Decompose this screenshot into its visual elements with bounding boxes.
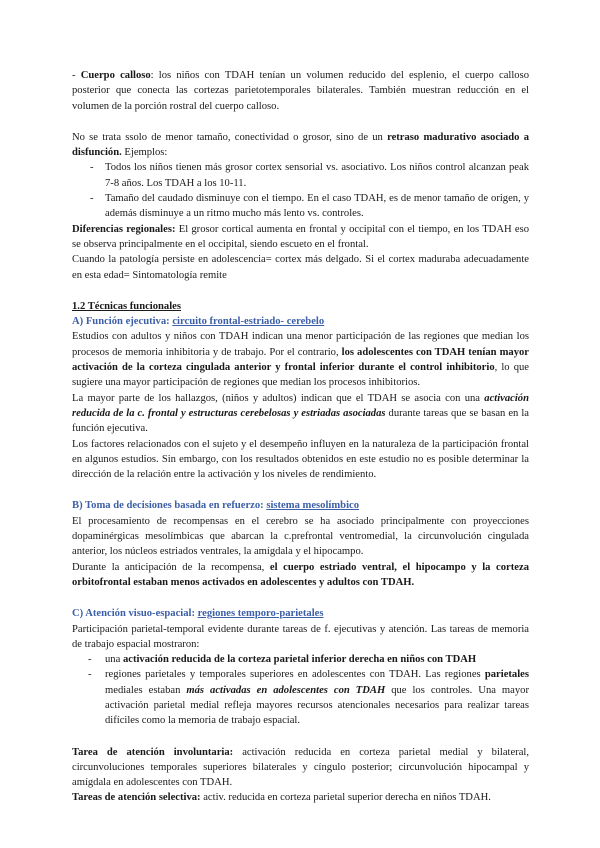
ve-li2-c: mediales estaban bbox=[105, 684, 187, 696]
cuerpo-calloso-term: Cuerpo calloso bbox=[80, 70, 151, 81]
subsection-b-title bbox=[72, 498, 529, 513]
diferencias-paragraph bbox=[72, 222, 529, 253]
subsection-a-label: A) Función ejecutiva: bbox=[72, 316, 173, 328]
atencion-involuntaria-paragraph bbox=[72, 745, 529, 791]
involuntaria-text: activación reducida en corteza parietal medial y bilateral, circunvoluciones temporales superiores bilaterales y cíngulo posterior; circunvolución hipocampal y amígdala en adolescentes con TDAH. bbox=[72, 746, 529, 789]
subsection-c-label: C) Atención visuo-espacial: bbox=[72, 608, 198, 620]
list-item bbox=[72, 160, 529, 191]
rf-p2-a: Durante la anticipación de la recompensa, bbox=[72, 561, 270, 573]
fe-p1-c: , lo que sugiere una mayor participación de regiones que median los procesos inhibitorios. bbox=[72, 362, 529, 389]
refuerzo-p1: El procesamiento de recompensas en el cerebro se ha asociado principalmente con proyecciones dopaminérgicas mesolímbicas que abarcan la c.prefrontal ventromedial, la circunvolución cingulada anterior, los núcleos estriados ventrales, la amígdala y el hipocampo. bbox=[72, 515, 529, 558]
subsection-a-circuit: circuito frontal-estriado- cerebelo bbox=[172, 316, 325, 328]
dash-bullet: - bbox=[90, 162, 94, 174]
retraso-text-c: Ejemplos: bbox=[121, 147, 168, 159]
ve-li2-d: más activadas en adolescentes con TDAH bbox=[186, 684, 386, 696]
diferencias-term: Diferencias regionales: bbox=[72, 223, 176, 235]
subsection-c-title bbox=[72, 606, 529, 621]
rf-p2-b: el cuerpo estriado ventral, el hipocampo y la corteza orbitofrontal estaban menos activados en adolescentes y adultos con TDAH. bbox=[72, 561, 529, 588]
visuoespacial-p1: Participación parietal-temporal evidente durante tareas de f. ejecutivas y atención. Las tareas de memoria de trabajo espacial mostraron: bbox=[72, 623, 529, 650]
subsection-a-title bbox=[72, 314, 529, 329]
dash-lead: - bbox=[72, 70, 81, 81]
fe-p2-b: activación reducida de la c. frontal y estructuras cerebelosas y estriadas asociadas bbox=[72, 392, 529, 419]
refuerzo-p2 bbox=[72, 560, 529, 591]
ve-li2-a: regiones parietales y temporales superiores en adolescentes con TDAH. Las regiones bbox=[105, 669, 485, 681]
funcion-ejecutiva-p1 bbox=[72, 329, 529, 390]
subsection-c-regions: regiones temporo-parietales bbox=[197, 608, 324, 620]
ve-li1-a: una bbox=[105, 654, 123, 666]
document-page bbox=[72, 68, 529, 806]
examples-list bbox=[72, 160, 529, 221]
diferencias-text: El grosor cortical aumenta en frontal y occipital con el tiempo, en los TDAH eso se observa principalmente en el occipital, siendo escueto en el frontal. bbox=[72, 223, 529, 250]
section-heading: 1.2 Técnicas funcionales bbox=[72, 300, 181, 312]
involuntaria-term: Tarea de atención involuntaria: bbox=[72, 746, 234, 758]
dash-bullet: - bbox=[88, 669, 92, 681]
list-item bbox=[72, 652, 529, 667]
cuerpo-calloso-paragraph bbox=[72, 68, 529, 114]
subsection-b-label: B) Toma de decisiones basada en refuerzo: bbox=[72, 500, 267, 512]
visuoespacial-list bbox=[72, 652, 529, 728]
selectiva-text: activ. reducida en corteza parietal superior derecha en niños TDAH. bbox=[200, 792, 491, 804]
retraso-term: retraso madurativo asociado a disfunción. bbox=[72, 131, 529, 159]
funcion-ejecutiva-p3: Los factores relacionados con el sujeto y el desempeño influyen en la naturaleza de la participación frontal en algunos estudios. Sin embargo, con los resultados obtenidos en este estudio no es posible determinar la dirección de la relación entre la activación y los niveles de rendimiento. bbox=[72, 438, 529, 481]
selectiva-term: Tareas de atención selectiva: bbox=[72, 792, 201, 804]
list-item bbox=[72, 667, 529, 728]
example-text: Tamaño del caudado disminuye con el tiempo. En el caso TDAH, es de menor tamaño de origen, y además disminuye a un ritmo mucho más lento vs. controles. bbox=[105, 193, 529, 220]
retraso-text-a: No se trata ssolo de menor tamaño, conectividad o grosor, sino de un bbox=[72, 131, 388, 143]
example-text: Todos los niños tienen más grosor cortex sensorial vs. asociativo. Los niños control alcanzan peak 7-8 años. Los TDAH a los 10-11. bbox=[105, 162, 529, 189]
funcion-ejecutiva-p2 bbox=[72, 391, 529, 437]
ve-li1-b: activación reducida de la corteza parietal inferior derecha en niños con TDAH bbox=[122, 654, 477, 666]
fe-p2-a: La mayor parte de los hallazgos, (niños y adultos) indican que el TDAH se asocia con una bbox=[72, 392, 485, 404]
atencion-selectiva-paragraph bbox=[72, 790, 529, 805]
dash-bullet: - bbox=[90, 193, 94, 205]
ve-li2-e: que los controles. Una mayor activación parietal medial refleja mayores recursos atencionales necesarios para realizar tareas difíciles como la memoria de trabajo espacial. bbox=[105, 684, 529, 727]
ve-li2-b: parietales bbox=[484, 669, 529, 681]
retraso-paragraph bbox=[72, 130, 529, 161]
cuerpo-calloso-text: : los niños con TDAH tenían un volumen reducido del esplenio, el cuerpo calloso posterior que conecta las cortezas parietotemporales bilaterales. También muestran reducción en el volumen de la porción rostral del cuerpo calloso. bbox=[72, 70, 529, 112]
fe-p2-c: durante tareas que se basan en la función ejecutiva. bbox=[72, 407, 529, 435]
fe-p1-b: los adolescentes con TDAH tenían mayor activación de la corteza cingulada anterior y frontal inferior durante el control inhibitorio bbox=[72, 346, 529, 374]
subsection-b-system: sistema mesolímbico bbox=[266, 500, 360, 512]
fe-p1-a: Estudios con adultos y niños con TDAH indican una menor participación de las regiones que median los procesos de memoria inhibitoria y de trabajo. Por el contrario, bbox=[72, 331, 529, 358]
persiste-paragraph: Cuando la patología persiste en adolescencia= cortex más delgado. Si el cortex maduraba adecuadamente en esta edad= Sintomatología remite bbox=[72, 254, 529, 281]
list-item bbox=[72, 191, 529, 222]
dash-bullet: - bbox=[88, 654, 92, 666]
